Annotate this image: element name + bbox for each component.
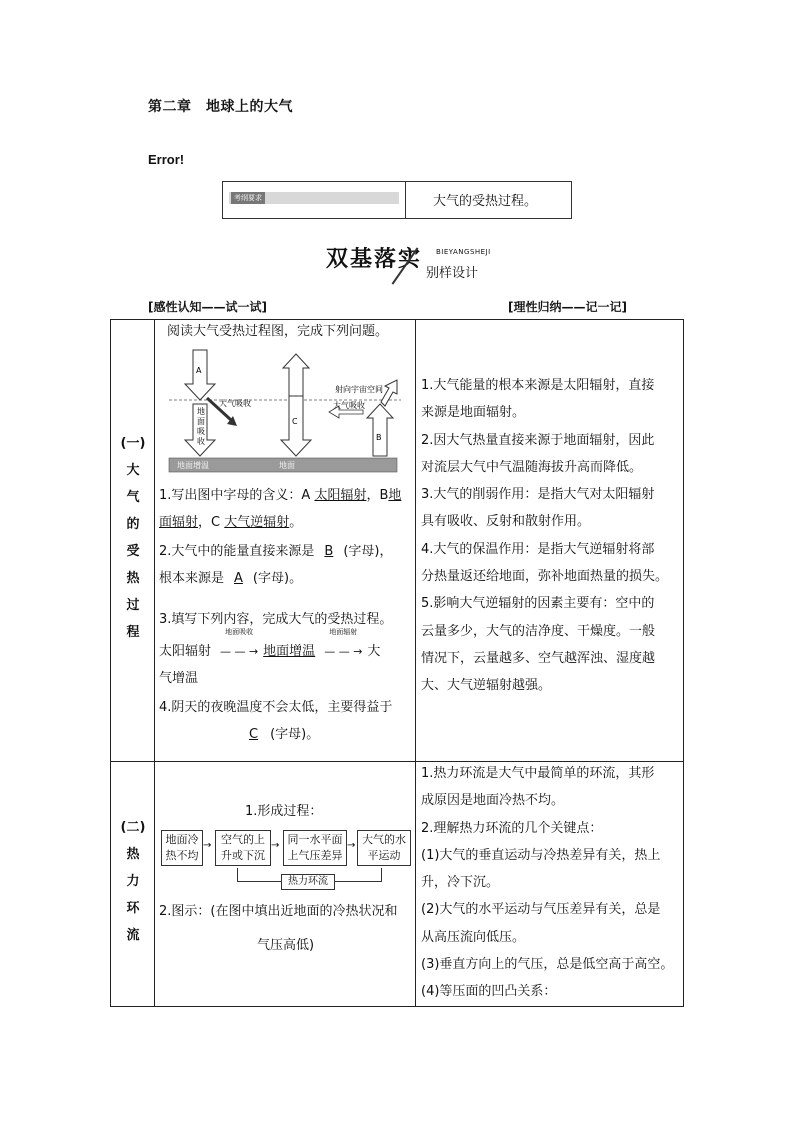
goal-tag: 考纲要求 [231, 192, 265, 204]
s2-right-line: 1.热力环流是大气中最简单的环流，其形 [421, 766, 655, 781]
section1-q4 [159, 694, 415, 748]
q4-answer: C [249, 727, 259, 742]
flow-arrow-1: → [203, 840, 212, 851]
s1-right-line: 情况下，云量越多、空气越浑浊、湿度越 [421, 650, 656, 666]
diagram-ground-absorb-4: 收 [197, 437, 205, 446]
section1-label-char: (一) [120, 436, 146, 451]
section1-q3-chain [159, 628, 415, 692]
flow-box-2 [215, 830, 271, 866]
diagram-ground-absorb-1: 地 [197, 407, 205, 416]
table-divider-mid [415, 320, 416, 1006]
diagram-label-a: A [196, 366, 202, 375]
s1-right-line: 来源是地面辐射。 [421, 405, 526, 421]
diagram-label-c: C [292, 417, 298, 426]
q1-answer-b: 地面辐射 [159, 488, 402, 530]
q2-answer-1: B [324, 544, 334, 559]
loop-right [381, 868, 382, 882]
q1-answer-c: 大气逆辐射 [224, 515, 290, 530]
left-column-header: [感性认知——试一试] [148, 300, 267, 314]
diagram-absorb-2: 大气吸收 [333, 401, 365, 410]
s2-right-line: 从高压流向低压。 [421, 929, 526, 945]
section2-q2: 2.图示：(在图中填出近地面的冷热状况和 [159, 904, 398, 919]
diagram-space: 射向宇宙空间 [335, 385, 383, 394]
section1-label-char: 热 [126, 571, 140, 586]
s1-right-line: 具有吸收、反射和散射作用。 [421, 514, 591, 530]
q2-line2: 根本来源是 [159, 571, 225, 586]
s2-right-line: 2.理解热力环流的几个关键点： [421, 820, 603, 836]
section2-right [421, 760, 679, 1006]
section1-q2 [159, 538, 415, 592]
goal-box [222, 181, 572, 219]
section2-label-char: 力 [126, 874, 140, 889]
flow-box-4-line: 大气的水 [362, 833, 406, 846]
chapter-title: 第二章 地球上的大气 [148, 99, 293, 115]
section1-q3: 3.填写下列内容，完成大气的受热过程。 [159, 612, 393, 627]
flow-box-4-line: 平运动 [367, 849, 401, 862]
goal-tag-bar [229, 192, 399, 204]
flow-box-2-line: 空气的上 [221, 833, 265, 846]
q1-mid1: ，B [366, 488, 389, 503]
s2-right-line: (3)垂直方向上的气压，总是低空高于高空。 [421, 957, 674, 973]
q3-atmos-2: 气增温 [159, 671, 199, 686]
diagram-ground-warm: 地面增温 [177, 461, 209, 470]
s2-right-line: (4)等压面的凹凸关系： [421, 984, 557, 1000]
main-table [110, 319, 684, 1007]
s2-right-line: (2)大气的水平运动与气压差异有关，总是 [421, 902, 661, 918]
flow-box-1-line: 地面冷 [165, 833, 199, 846]
section2-label-char: 环 [126, 901, 140, 916]
q1-end: 。 [289, 515, 303, 530]
diagram-ground-absorb-3: 吸 [197, 427, 205, 436]
loop-left [237, 868, 238, 882]
banner-title: 双基落实 [326, 247, 423, 272]
section1-label-char: 受 [126, 544, 140, 559]
q1-mid2: ，C [198, 515, 225, 530]
s1-right-line: 3.大气的削弱作用：是指大气对太阳辐射 [421, 487, 655, 503]
section2-label-char: 热 [126, 847, 140, 862]
section2-q2-line2: 气压高低) [257, 938, 315, 953]
section1-label [111, 430, 155, 646]
section2-label-char: (二) [120, 820, 146, 835]
q4-end: (字母)。 [270, 727, 320, 742]
diagram-ground: 地面 [279, 461, 295, 470]
q3-arrow-2: 地面辐射 — — → [319, 638, 367, 665]
section1-intro: 阅读大气受热过程图，完成下列问题。 [167, 324, 389, 339]
banner-subtitle: 别样设计 [426, 266, 479, 281]
banner-pinyin: BIEYANGSHEJI [436, 248, 491, 256]
section1-q1 [159, 482, 413, 536]
q3-solar: 太阳辐射 [159, 644, 212, 659]
flow-box-3-line: 同一水平面 [287, 833, 343, 846]
q4-text: 4.阴天的夜晚温度不会太低，主要得益于 [159, 700, 393, 715]
q2-answer-2: A [234, 571, 243, 586]
section1-label-char: 的 [126, 517, 140, 532]
s1-right-line: 2.因大气热量直接来源于地面辐射，因此 [421, 432, 655, 448]
q3-ground-warm: 地面增温 [263, 644, 316, 659]
s2-right-line: 成原因是地面冷热不均。 [421, 793, 565, 809]
section2-process-title: 1.形成过程： [245, 804, 323, 819]
s1-right-line: 云量多少，大气的洁净度、干燥度。一般 [421, 623, 656, 639]
q3-arrow-1-label: 地面吸收 [225, 628, 254, 636]
s1-right-line: 分热量返还给地面，弥补地面热量的损失。 [421, 569, 669, 585]
goal-tag-cell [223, 182, 406, 218]
cycle-label: 热力环流 [281, 874, 335, 890]
q2-end: (字母)。 [252, 571, 303, 586]
flow-arrow-3: → [347, 840, 356, 851]
s2-right-line: (1)大气的垂直运动与冷热差异有关，热上 [421, 847, 661, 863]
error-text: Error! [148, 152, 185, 167]
s1-right-line: 大、大气逆辐射越强。 [421, 678, 552, 694]
flow-box-2-line: 升或下沉 [221, 849, 265, 862]
q2-prefix: 2.大气中的能量直接来源是 [159, 544, 315, 559]
s1-right-line: 5.影响大气逆辐射的因素主要有：空中的 [421, 596, 655, 612]
flow-arrow-2: → [271, 840, 280, 851]
q3-arrow-1: 地面吸收 — — → [215, 638, 263, 665]
flow-box-1-line: 热不均 [165, 849, 199, 862]
q1-prefix: 1.写出图中字母的含义：A [159, 488, 315, 503]
section1-label-char: 程 [126, 625, 140, 640]
s1-right-line: 对流层大气中气温随海拔升高而降低。 [421, 459, 643, 475]
q1-answer-a: 太阳辐射 [314, 488, 367, 503]
heating-diagram [167, 348, 403, 476]
section2-label [111, 814, 155, 949]
flow-diagram [161, 830, 411, 896]
flow-box-1 [161, 830, 203, 866]
diagram-ground-absorb-2: 面 [197, 417, 205, 426]
section2-label-char: 流 [126, 928, 140, 943]
right-column-header: [理性归纳——记一记] [508, 300, 627, 314]
diagram-absorb-1: 大气吸收 [219, 399, 251, 408]
diagram-label-b: B [376, 433, 382, 442]
flow-box-4 [357, 830, 411, 866]
section1-label-char: 气 [126, 490, 140, 505]
s2-right-line: 升，冷下沉。 [421, 875, 500, 891]
flow-box-3 [283, 830, 347, 866]
q3-arrow-2-label: 地面辐射 [329, 628, 358, 636]
s1-right-line: 4.大气的保温作用：是指大气逆辐射将部 [421, 541, 655, 557]
goal-text: 大气的受热过程。 [433, 194, 538, 209]
section1-label-char: 过 [126, 598, 140, 613]
section1-right [421, 372, 679, 700]
q3-atmos-1: 大 [367, 644, 381, 659]
q2-mid: (字母)， [343, 544, 393, 559]
section1-label-char: 大 [126, 463, 140, 478]
s1-right-line: 1.大气能量的根本来源是太阳辐射，直接 [421, 378, 655, 393]
flow-box-3-line: 上气压差异 [287, 849, 343, 862]
